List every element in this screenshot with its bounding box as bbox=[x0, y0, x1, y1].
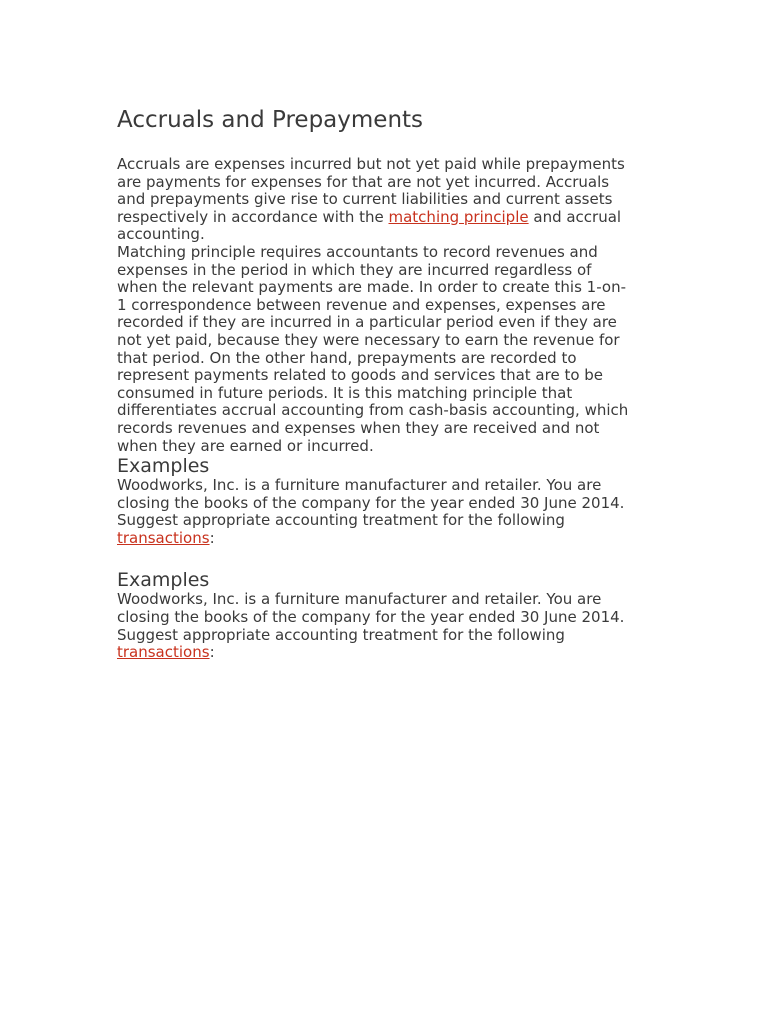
text-line: expenses in the period in which they are incurred regardless of bbox=[117, 260, 592, 279]
text-line: and prepayments give rise to current liabilities and current assets bbox=[117, 190, 613, 209]
text-segment: : bbox=[209, 643, 215, 662]
text-line: 1 correspondence between revenue and expenses, expenses are bbox=[117, 295, 606, 314]
text-line: Woodworks, Inc. is a furniture manufacturer and retailer. You are bbox=[117, 590, 602, 609]
examples-paragraph bbox=[117, 591, 717, 661]
transactions-link[interactable]: transactions bbox=[117, 528, 210, 547]
matching-principle-link[interactable]: matching principle bbox=[388, 207, 529, 226]
text-line: when the relevant payments are made. In order to create this 1-on- bbox=[117, 278, 627, 297]
transactions-link[interactable]: transactions bbox=[117, 643, 210, 662]
text-line: accounting. bbox=[117, 225, 205, 244]
text-line bbox=[117, 530, 717, 548]
text-line: Accruals are expenses incurred but not yet paid while prepayments bbox=[117, 155, 625, 173]
examples-heading: Examples bbox=[117, 455, 210, 478]
text-line: recorded if they are incurred in a particular period even if they are bbox=[117, 313, 617, 332]
examples-paragraph bbox=[117, 477, 717, 547]
text-line: not yet paid, because they were necessary to earn the revenue for bbox=[117, 330, 620, 349]
page-title: Accruals and Prepayments bbox=[117, 107, 424, 133]
text-line bbox=[117, 209, 717, 227]
text-line: are payments for expenses for that are not yet incurred. Accruals bbox=[117, 172, 610, 191]
text-line: consumed in future periods. It is this matching principle that bbox=[117, 383, 573, 402]
document-page bbox=[117, 104, 717, 662]
text-line: differentiates accrual accounting from cash-basis accounting, which bbox=[117, 401, 629, 420]
text-line: closing the books of the company for the year ended 30 June 2014. bbox=[117, 608, 625, 627]
text-line: represent payments related to goods and services that are to be bbox=[117, 366, 604, 385]
text-line: Matching principle requires accountants to record revenues and bbox=[117, 242, 598, 261]
text-line: closing the books of the company for the year ended 30 June 2014. bbox=[117, 493, 625, 512]
text-segment: and accrual bbox=[528, 207, 622, 226]
text-line: Suggest appropriate accounting treatment for the following bbox=[117, 511, 565, 530]
text-segment: : bbox=[209, 528, 215, 547]
examples-section bbox=[117, 455, 717, 547]
text-line: when they are earned or incurred. bbox=[117, 436, 374, 455]
text-line: that period. On the other hand, prepayments are recorded to bbox=[117, 348, 577, 367]
text-segment: respectively in accordance with the bbox=[117, 207, 389, 226]
examples-heading: Examples bbox=[117, 569, 210, 592]
text-line: Suggest appropriate accounting treatment for the following bbox=[117, 625, 565, 644]
text-line bbox=[117, 644, 717, 662]
text-line: records revenues and expenses when they are received and not bbox=[117, 418, 600, 437]
intro-paragraph bbox=[117, 156, 717, 244]
examples-section bbox=[117, 569, 717, 661]
text-line: Woodworks, Inc. is a furniture manufacturer and retailer. You are bbox=[117, 476, 602, 495]
matching-principle-paragraph bbox=[117, 244, 717, 455]
